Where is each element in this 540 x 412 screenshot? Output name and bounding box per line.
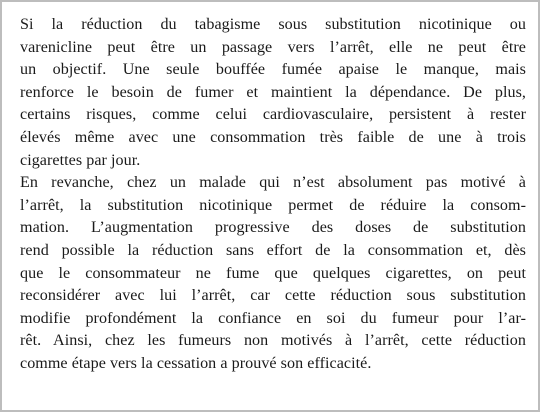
text-line: En revanche, chez un malade qui n’est absolument pas motivé à	[20, 174, 526, 192]
paragraph-1	[20, 14, 526, 172]
text-line: cigarettes par jour.	[20, 151, 141, 169]
text-line: mation. L’augmentation progressive des doses de substitution	[20, 219, 526, 237]
text-line: rend possible la réduction sans effort de la consommation et, dès	[20, 241, 526, 259]
text-line: élevés même avec une consommation très faible de une à trois	[20, 128, 526, 146]
text-line: l’arrêt, la substitution nicotinique permet de réduire la consom-	[20, 196, 526, 214]
text-line: que le consommateur ne fume que quelques cigarettes, on peut	[20, 264, 526, 282]
text-line: rêt. Ainsi, chez les fumeurs non motivés à l’arrêt, cette réduction	[20, 332, 526, 350]
text-line: renforce le besoin de fumer et maintient la dépendance. De plus,	[20, 83, 526, 101]
paragraph-2	[20, 172, 526, 375]
text-line: modifie profondément la confiance en soi du fumeur pour l’ar-	[20, 309, 526, 327]
text-line: reconsidérer avec lui l’arrêt, car cette réduction sous substitution	[20, 287, 526, 305]
text-line: un objectif. Une seule bouffée fumée apaise le manque, mais	[20, 61, 526, 79]
text-line: Si la réduction du tabagisme sous substitution nicotinique ou	[20, 16, 526, 33]
text-line: varenicline peut être un passage vers l’arrêt, elle ne peut être	[20, 38, 526, 56]
text-line: certains risques, comme celui cardiovasculaire, persistent à rester	[20, 106, 526, 124]
text-line: comme étape vers la cessation a prouvé son efficacité.	[20, 354, 372, 372]
body-text	[20, 14, 526, 376]
